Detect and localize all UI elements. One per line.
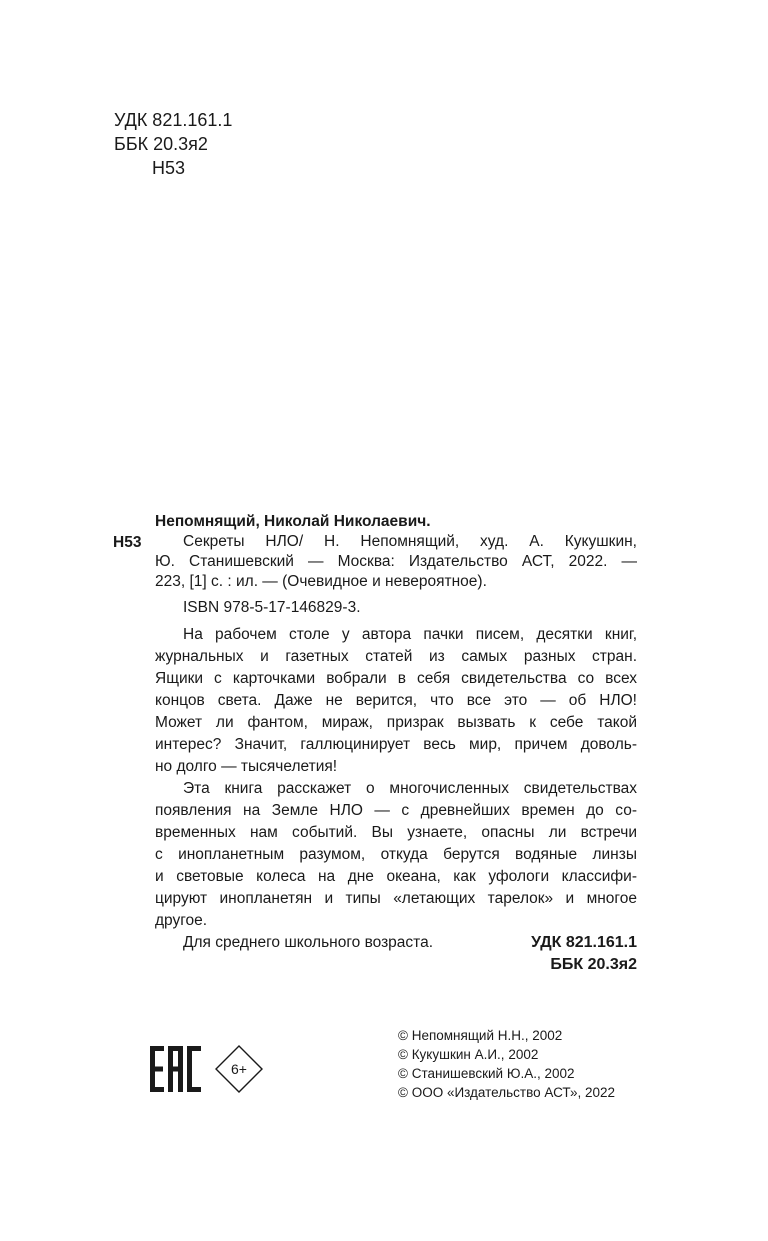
- bib-line: Секреты НЛО/ Н. Непомнящий, худ. А. Кукушкин,: [183, 533, 637, 550]
- bibliographic-description: [155, 532, 637, 592]
- copyright-line: © Станишевский Ю.А., 2002: [398, 1066, 575, 1081]
- annotation-line: журнальных и газетных статей из самых разных стран.: [155, 648, 637, 665]
- annotation: [155, 624, 637, 954]
- author-sign-left: Н53: [113, 534, 142, 551]
- annotation-line: появления на Земле НЛО — с древнейших времен до со-: [155, 802, 637, 819]
- annotation-line: цируют инопланетян и типы «летающих тарелок» и многое: [155, 890, 637, 907]
- author-name: Непомнящий, Николай Николаевич.: [155, 513, 431, 530]
- udk-code-bottom: УДК 821.161.1: [531, 934, 637, 951]
- copyright-line: © Кукушкин А.И., 2002: [398, 1047, 539, 1062]
- copyright-line: © ООО «Издательство АСТ», 2022: [398, 1085, 616, 1100]
- annotation-paragraph-1: [155, 624, 637, 778]
- annotation-paragraph-2: [155, 778, 637, 932]
- bbk-code: ББК 20.3я2: [114, 134, 208, 154]
- annotation-line: Эта книга расскажет о многочисленных свидетельствах: [183, 780, 637, 797]
- annotation-line: концов света. Даже не верится, что все это — об НЛО!: [155, 692, 637, 709]
- eac-logo-icon: [150, 1046, 206, 1092]
- isbn: ISBN 978-5-17-146829-3.: [183, 599, 361, 616]
- annotation-paragraph-3: Для среднего школьного возраста.: [183, 934, 434, 951]
- annotation-line: другое.: [155, 912, 208, 929]
- annotation-line: но долго — тысячелетия!: [155, 758, 338, 775]
- age-rating-text: 6+: [231, 1061, 247, 1077]
- copyright-line: © Непомнящий Н.Н., 2002: [398, 1028, 563, 1043]
- udk-code: УДК 821.161.1: [114, 110, 233, 130]
- annotation-line: Может ли фантом, мираж, призрак вызвать к себе такой: [155, 714, 637, 731]
- annotation-line: временных нам событий. Вы узнаете, опасны ли встречи: [155, 824, 637, 841]
- copyright-block: [398, 1026, 615, 1102]
- top-classification-codes: [114, 108, 232, 180]
- bib-line: 223, [1] с. : ил. — (Очевидное и невероятное).: [155, 573, 487, 590]
- bottom-classification-codes: [155, 932, 637, 976]
- annotation-line: с инопланетным разумом, откуда берутся водяные линзы: [155, 846, 637, 863]
- annotation-line: Ящики с карточками вобрали в себя свидетельства со всех: [155, 670, 637, 687]
- bbk-code-bottom: ББК 20.3я2: [550, 956, 637, 973]
- annotation-line: и световые колеса на дне океана, как уфологи классифи-: [155, 868, 637, 885]
- annotation-line: интерес? Значит, галлюцинирует весь мир, причем доволь-: [155, 736, 637, 753]
- author-sign: Н53: [152, 158, 186, 178]
- bib-line: Ю. Станишевский — Москва: Издательство АСТ, 2022. —: [155, 553, 637, 570]
- annotation-line: На рабочем столе у автора пачки писем, десятки книг,: [183, 626, 637, 643]
